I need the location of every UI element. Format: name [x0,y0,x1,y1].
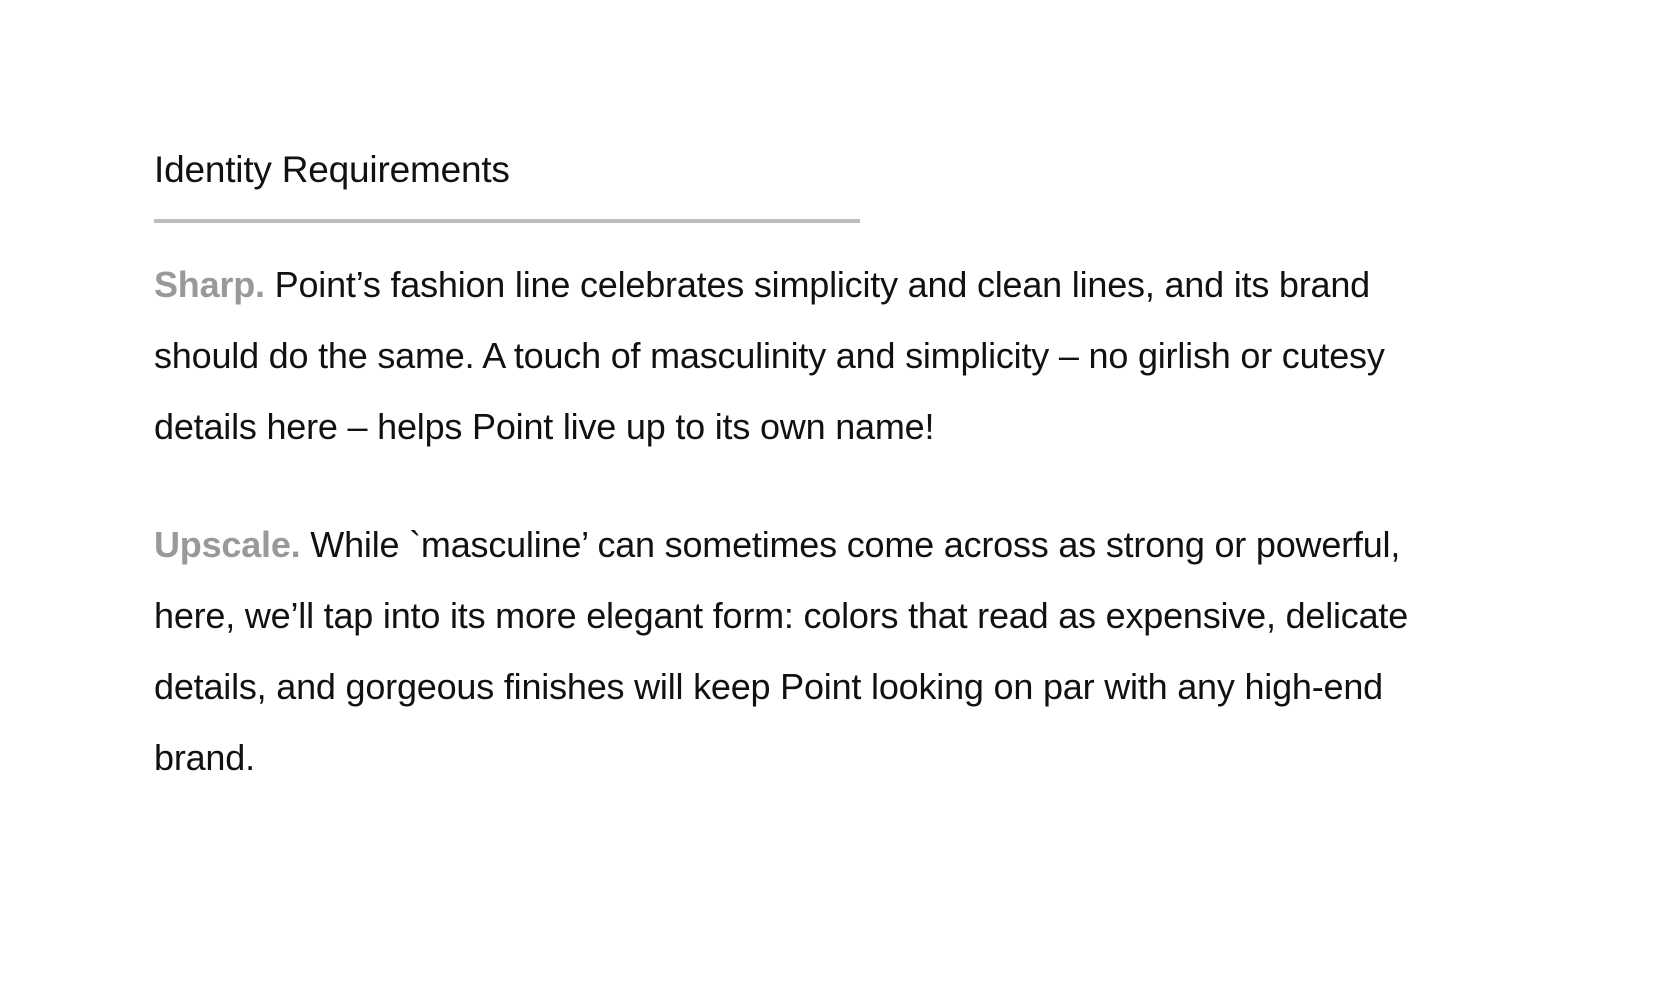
paragraph-upscale [154,509,1414,793]
paragraph-lead: Sharp. [154,263,265,305]
paragraph-body: Point’s fashion line celebrates simplicity and clean lines, and its brand should do the same. A touch of masculinity and simplicity – no girlish or cutesy details here – helps Point live up to its own name! [154,263,1385,447]
identity-requirements-section [154,150,1454,793]
section-heading: Identity Requirements [154,149,510,190]
paragraph-sharp [154,249,1414,462]
paragraph-body: While `masculine’ can sometimes come across as strong or powerful, here, we’ll tap into its more elegant form: colors that read as expensive, delicate details, and gorgeous finishes will keep Point looking on par with any high-end brand. [154,523,1409,778]
paragraph-lead: Upscale. [154,523,301,565]
heading-divider [154,219,860,223]
